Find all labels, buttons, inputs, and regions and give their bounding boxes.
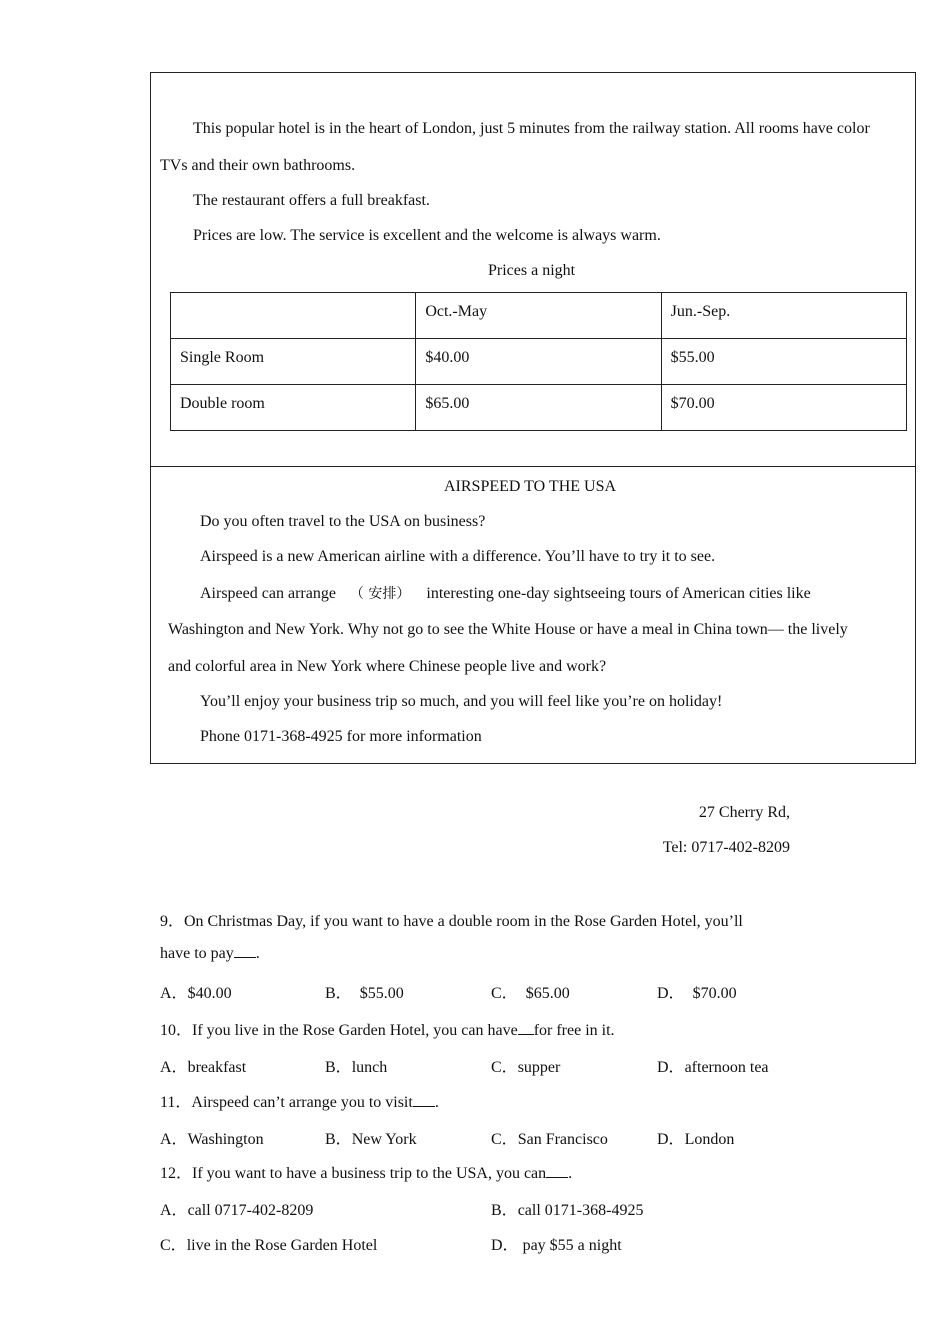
question-10-stem-text: 10．If you live in the Rose Garden Hotel, you can have [160,1022,518,1039]
airspeed-paragraph-3-line-2: Washington and New York. Why not go to see the White House or have a meal in China town— the lively [168,621,848,638]
question-11-stem [160,1089,439,1112]
table-header-row [171,293,907,339]
hotel-paragraph-1-line-2: TVs and their own bathrooms. [160,157,356,174]
question-9-option-a[interactable] [160,980,232,1003]
option-text: pay $55 a night [522,1237,622,1254]
question-9-stem-line-2 [160,945,260,963]
question-11-stem-end: . [434,1094,439,1111]
airspeed-title: AIRSPEED TO THE USA [444,478,617,495]
table-header-cell: Oct.-May [416,293,661,339]
airspeed-paragraph-3-line-3: and colorful area in New York where Chinese people live and work? [168,658,607,675]
room-type-cell: Double room [171,385,416,431]
prices-table [170,292,907,431]
option-text: breakfast [187,1059,247,1076]
question-11-stem-text: 11．Airspeed can’t arrange you to visit [160,1094,413,1111]
airspeed-paragraph-3-line-1 [200,583,811,603]
question-10-option-b[interactable] [325,1054,387,1077]
question-12-option-a[interactable] [160,1197,313,1220]
option-letter: D． [657,1059,685,1076]
question-10-option-a[interactable] [160,1054,246,1077]
room-type-cell: Single Room [171,339,416,385]
ads-divider [150,466,916,467]
airspeed-paragraph-5: Phone 0171-368-4925 for more information [200,728,482,745]
option-text: call 0171-368-4925 [517,1202,644,1219]
option-text: live in the Rose Garden Hotel [186,1237,378,1254]
question-9-stem-text: have to pay [160,945,234,962]
question-11-option-d[interactable] [657,1126,734,1149]
question-12-option-c[interactable] [160,1232,377,1255]
question-12-stem [160,1160,572,1183]
question-11-option-a[interactable] [160,1126,264,1149]
question-10-option-d[interactable] [657,1054,769,1077]
option-text: San Francisco [517,1131,608,1148]
question-9-option-c[interactable] [491,980,570,1003]
question-10-option-c[interactable] [491,1054,560,1077]
price-cell: $40.00 [416,339,661,385]
airspeed-paragraph-2: Airspeed is a new American airline with a difference. You’ll have to try it to see. [200,548,716,565]
prices-caption: Prices a night [488,262,576,279]
hotel-paragraph-1-line-1: This popular hotel is in the heart of London, just 5 minutes from the railway station. All rooms have color [193,120,870,137]
table-header-cell [171,293,416,339]
answer-blank [413,1094,435,1107]
question-9-stem-line-1: 9．On Christmas Day, if you want to have a double room in the Rose Garden Hotel, you’ll [160,913,743,930]
option-letter: C． [160,1237,187,1254]
address-tel: Tel: 0717-402-8209 [662,839,790,856]
option-text: lunch [351,1059,388,1076]
airspeed-paragraph-3-text-b: interesting one-day sightseeing tours of American cities like [426,585,811,602]
question-12-option-d[interactable] [491,1232,622,1255]
option-text: New York [351,1131,417,1148]
question-9-option-b[interactable] [325,980,404,1003]
option-text: $40.00 [187,985,232,1002]
option-letter: A． [160,1202,188,1219]
question-12-stem-end: . [568,1165,573,1182]
option-text: supper [517,1059,561,1076]
option-letter: C． [491,1059,518,1076]
option-letter: D． [657,985,685,1002]
table-row [171,385,907,431]
option-letter: B． [325,985,352,1002]
price-cell: $55.00 [661,339,906,385]
airspeed-paragraph-1: Do you often travel to the USA on business? [200,513,486,530]
airspeed-paragraph-3-text-a: Airspeed can arrange [200,585,336,602]
option-letter: C． [491,1131,518,1148]
question-12-option-b[interactable] [491,1197,643,1220]
option-letter: C． [491,985,518,1002]
option-text: call 0717-402-8209 [187,1202,314,1219]
question-12-stem-text: 12．If you want to have a business trip to the USA, you can [160,1165,547,1182]
option-text: $70.00 [692,985,737,1002]
option-letter: B． [325,1059,352,1076]
option-letter: A． [160,1131,188,1148]
hotel-paragraph-3: Prices are low. The service is excellent and the welcome is always warm. [193,227,661,244]
option-text: afternoon tea [684,1059,769,1076]
option-letter: A． [160,1059,188,1076]
option-letter: B． [491,1202,518,1219]
answer-blank [546,1165,568,1178]
option-letter: A． [160,985,188,1002]
option-letter: D． [491,1237,519,1254]
price-cell: $65.00 [416,385,661,431]
option-letter: B． [325,1131,352,1148]
address-street: 27 Cherry Rd, [698,804,790,821]
question-9-option-d[interactable] [657,980,737,1003]
option-letter: D． [657,1131,685,1148]
answer-blank [518,1022,534,1035]
chinese-gloss: （ 安排） [349,586,411,602]
option-text: Washington [187,1131,264,1148]
option-text: $65.00 [525,985,570,1002]
option-text: $55.00 [359,985,404,1002]
hotel-paragraph-2: The restaurant offers a full breakfast. [193,192,430,209]
table-header-cell: Jun.-Sep. [661,293,906,339]
question-9-stem-end: . [255,945,260,962]
answer-blank [234,945,256,958]
question-10-stem [160,1017,615,1040]
option-text: London [684,1131,735,1148]
airspeed-paragraph-4: You’ll enjoy your business trip so much, and you will feel like you’re on holiday! [200,693,723,710]
question-11-option-b[interactable] [325,1126,417,1149]
question-10-stem-end: for free in it. [533,1022,615,1039]
table-row [171,339,907,385]
question-11-option-c[interactable] [491,1126,608,1149]
price-cell: $70.00 [661,385,906,431]
